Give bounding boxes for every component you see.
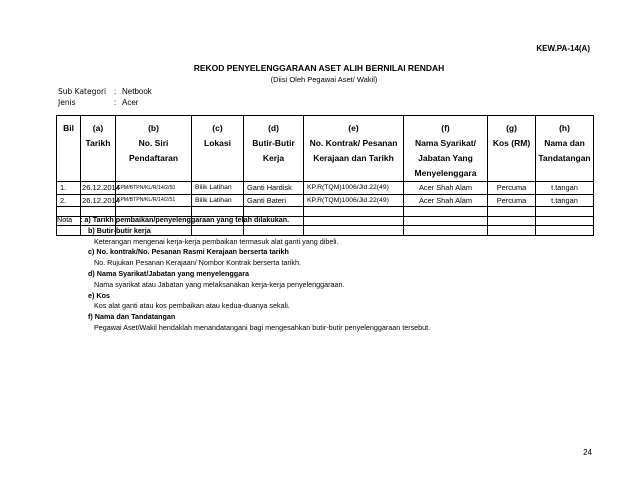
notes-list — [80, 215, 430, 334]
cell-contract: KP.R(TQM)1006/Jld.22(49) — [304, 182, 404, 195]
table-row — [57, 194, 594, 207]
cell-serial: KPM/BTPN/KL/R/14/2/50 — [116, 182, 192, 195]
cell-location: Bilik Latihan — [192, 182, 244, 195]
note-heading-d: d) Nama Syarikat/Jabatan yang menyelenggara — [88, 268, 249, 278]
cell-bil: 2. — [57, 194, 81, 207]
col-header-company: (f) Nama Syarikat/ Jabatan Yang Menyelenggara — [404, 116, 488, 182]
cell-contract: KP.R(TQM)1006/Jld.22(49) — [304, 194, 404, 207]
col-header-date: (a) Tarikh — [81, 116, 116, 182]
cell-company: Acer Shah Alam — [404, 182, 488, 195]
col-header-location: (c) Lokasi — [192, 116, 244, 182]
page-number: 24 — [583, 448, 592, 457]
cell-location: Bilik Latihan — [192, 194, 244, 207]
category-label: Sub Kategori — [58, 87, 107, 96]
page-subtitle: (Diisi Oleh Pegawai Aset/ Wakil) — [270, 75, 378, 84]
note-desc-d: Nama syarikat atau Jabatan yang melaksanakan kerja-kerja penyelenggaraan. — [94, 279, 345, 289]
cell-date: 26.12.2014 — [82, 195, 121, 205]
note-heading-f: f) Nama dan Tandatangan — [88, 312, 176, 322]
category-separator: : — [114, 87, 117, 96]
table-header-row — [57, 116, 594, 182]
note-heading-c: c) No. kontrak/No. Pesanan Rasmi Kerajaan berserta tarikh — [88, 247, 289, 257]
cell-serial: KPM/BTPN/KL/R/14/2/51 — [116, 194, 192, 207]
page-title: REKOD PENYELENGGARAAN ASET ALIH BERNILAI RENDAH — [193, 63, 445, 73]
note-heading-b: b) Butir-butir kerja — [88, 225, 151, 235]
cell-company: Acer Shah Alam — [404, 194, 488, 207]
notes-label: Nota — [57, 215, 73, 224]
table-row — [57, 182, 594, 195]
type-separator: : — [114, 98, 117, 107]
col-header-serial: (b) No. Siri Pendaftaran — [116, 116, 192, 182]
col-header-cost: (g) Kos (RM) — [488, 116, 536, 182]
note-heading-e: e) Kos — [88, 290, 110, 300]
cell-work: Ganti Bateri — [244, 194, 304, 207]
note-desc-b: Keterangan mengenai kerja-kerja pembaikan termasuk alat ganti yang dibeli. — [94, 236, 339, 246]
cell-work: Ganti Hardisk — [244, 182, 304, 195]
note-desc-c: No. Rujukan Pesanan Kerajaan/ Nombor Kontrak berserta tarikh. — [94, 258, 301, 268]
cell-cost: Percuma — [488, 182, 536, 195]
type-label: Jenis — [58, 98, 76, 107]
form-code: KEW.PA-14(A) — [536, 44, 590, 53]
cell-date: 26.12.2014 — [82, 183, 121, 193]
meta-category — [58, 87, 152, 96]
note-heading-a: : a) Tarikh pembaikan/penyelenggaraan yang telah dilakukan. — [80, 215, 290, 224]
note-desc-e: Kos alat ganti atau kos pembaikan atau kedua-duanya sekali. — [94, 301, 290, 311]
cell-bil: 1. — [57, 182, 81, 195]
col-header-work: (d) Butir-Butir Kerja — [244, 116, 304, 182]
type-value: Acer — [122, 98, 139, 107]
col-header-bil: Bil — [57, 116, 81, 182]
note-desc-f: Pegawai Aset/Wakil hendaklah menandatangani bagi mengesahkan butir-butir penyelenggaraan tersebut. — [94, 322, 431, 332]
meta-type — [58, 98, 138, 107]
cell-signature: t.tangan — [536, 194, 594, 207]
cell-signature: t.tangan — [536, 182, 594, 195]
col-header-contract: (e) No. Kontrak/ Pesanan Kerajaan dan Tarikh — [304, 116, 404, 182]
category-value: Netbook — [122, 87, 152, 96]
cell-cost: Percuma — [488, 194, 536, 207]
col-header-signature: (h) Nama dan Tandatangan — [536, 116, 594, 182]
